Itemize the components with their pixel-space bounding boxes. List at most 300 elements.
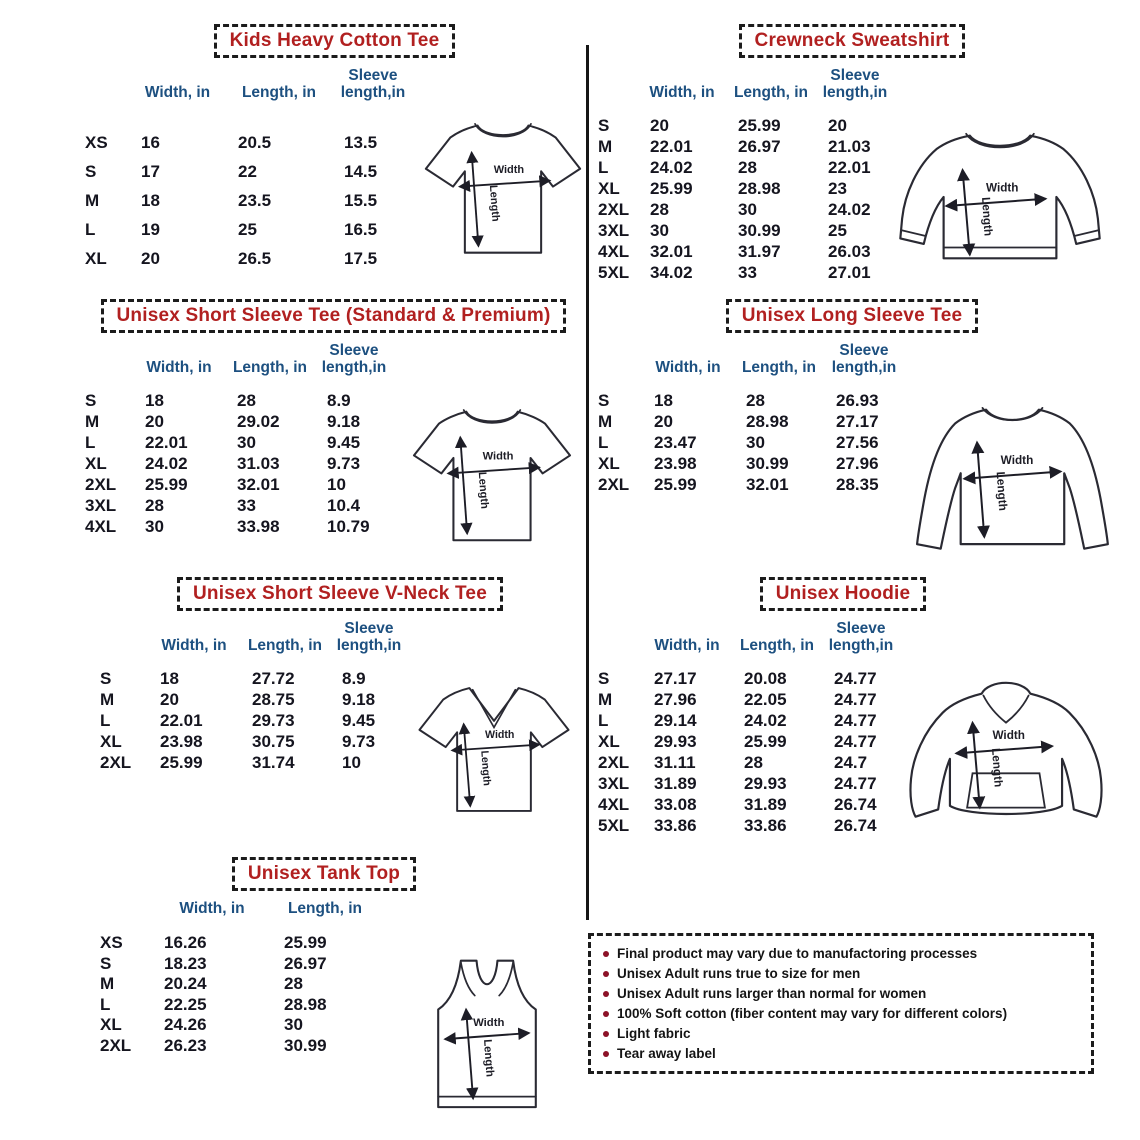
bullet-icon xyxy=(603,1051,609,1057)
width-label: Width xyxy=(482,450,514,463)
section-crewneck-sweatshirt xyxy=(598,24,1106,290)
width-value: 23.98 xyxy=(160,731,203,751)
length-value: 26.97 xyxy=(284,953,327,973)
hoodie-illustration xyxy=(902,672,1110,848)
table-header xyxy=(85,67,414,102)
width-label: Width xyxy=(992,728,1025,742)
table-row xyxy=(85,495,393,516)
length-value: 31.03 xyxy=(237,453,280,473)
sleeve-value: 17.5 xyxy=(344,248,378,268)
width-value: 28 xyxy=(650,199,669,219)
column-header-sleeve: Sleeve length,in xyxy=(340,67,406,102)
column-header-width: Width, in xyxy=(146,359,212,377)
section-title: Unisex Long Sleeve Tee xyxy=(726,299,979,333)
sleeve-value: 10 xyxy=(327,474,346,494)
width-label: Width xyxy=(1000,453,1034,468)
table-row xyxy=(598,241,894,262)
width-value: 20 xyxy=(145,411,164,431)
column-header-width: Width, in xyxy=(161,637,227,655)
size-table xyxy=(598,67,894,283)
table-row xyxy=(598,411,904,432)
column-header-sleeve: Sleeve length,in xyxy=(828,620,894,655)
length-value: 28.75 xyxy=(252,689,295,709)
width-value: 18 xyxy=(145,390,164,410)
table-header xyxy=(598,342,904,377)
size-label: S xyxy=(100,668,112,688)
width-value: 27.17 xyxy=(654,668,697,688)
sleeve-value: 9.45 xyxy=(327,432,361,452)
length-value: 30 xyxy=(746,432,765,452)
column-header-sleeve: Sleeve length,in xyxy=(336,620,402,655)
size-label: XL xyxy=(598,178,620,198)
size-label: M xyxy=(598,411,613,431)
length-label: Length xyxy=(480,1038,496,1078)
table-row xyxy=(598,432,904,453)
length-value: 24.02 xyxy=(744,710,787,730)
table-row xyxy=(100,1036,378,1057)
width-value: 22.01 xyxy=(160,710,203,730)
sleeve-value: 24.7 xyxy=(834,752,868,772)
sweatshirt-illustration xyxy=(894,123,1106,290)
width-value: 22.25 xyxy=(164,994,207,1014)
section-title: Unisex Short Sleeve Tee (Standard & Premium) xyxy=(101,299,567,333)
width-value: 26.23 xyxy=(164,1035,207,1055)
length-value: 26.97 xyxy=(738,136,781,156)
size-label: XL xyxy=(598,453,620,473)
table-row xyxy=(598,115,894,136)
table-row xyxy=(85,186,414,215)
length-value: 22.05 xyxy=(744,689,787,709)
size-label: M xyxy=(100,974,115,994)
length-value: 28 xyxy=(744,752,763,772)
width-value: 34.02 xyxy=(650,262,693,282)
table-row xyxy=(100,954,378,975)
table-body xyxy=(598,668,900,836)
column-header-length: Length, in xyxy=(733,84,809,102)
length-label: Length xyxy=(988,747,1005,788)
size-label: XL xyxy=(85,453,107,473)
sleeve-value: 9.73 xyxy=(327,453,361,473)
length-value: 25.99 xyxy=(738,115,781,135)
width-value: 16 xyxy=(141,132,160,152)
width-value: 18 xyxy=(654,390,673,410)
table-row xyxy=(598,474,904,495)
table-row xyxy=(85,128,414,157)
width-label: Width xyxy=(986,181,1019,195)
section-unisex-tank-top xyxy=(100,857,548,1122)
length-value: 28.98 xyxy=(738,178,781,198)
size-label: XL xyxy=(100,731,122,751)
note-item xyxy=(603,1006,1079,1021)
width-value: 27.96 xyxy=(654,689,697,709)
width-value: 25.99 xyxy=(654,474,697,494)
size-label: 2XL xyxy=(598,752,630,772)
size-label: S xyxy=(85,161,97,181)
section-unisex-hoodie xyxy=(598,577,1110,848)
column-header-length: Length, in xyxy=(287,900,363,917)
size-label: L xyxy=(598,432,609,452)
width-value: 32.01 xyxy=(650,241,693,261)
length-label: Length xyxy=(475,471,491,510)
sleeve-value: 14.5 xyxy=(344,161,378,181)
length-label: Length xyxy=(978,196,995,237)
sleeve-value: 24.77 xyxy=(834,710,877,730)
table-header xyxy=(100,900,378,917)
column-header-width: Width, in xyxy=(654,637,720,655)
sleeve-value: 20 xyxy=(828,115,847,135)
size-label: S xyxy=(598,115,610,135)
size-label: M xyxy=(100,689,115,709)
width-value: 25.99 xyxy=(650,178,693,198)
size-label: XL xyxy=(100,1015,122,1035)
length-value: 32.01 xyxy=(237,474,280,494)
size-label: 4XL xyxy=(598,241,630,261)
size-label: L xyxy=(85,432,96,452)
sleeve-value: 23 xyxy=(828,178,847,198)
table-row xyxy=(598,178,894,199)
length-value: 30 xyxy=(284,1015,303,1035)
width-value: 24.02 xyxy=(650,157,693,177)
sleeve-value: 8.9 xyxy=(342,668,366,688)
table-row xyxy=(598,157,894,178)
width-value: 16.26 xyxy=(164,933,207,953)
table-row xyxy=(85,215,414,244)
length-value: 32.01 xyxy=(746,474,789,494)
note-item xyxy=(603,986,1079,1001)
note-item xyxy=(603,946,1079,961)
length-value: 33.98 xyxy=(237,516,280,536)
size-table xyxy=(598,342,904,495)
length-value: 28 xyxy=(237,390,256,410)
size-label: 2XL xyxy=(598,199,630,219)
table-row xyxy=(85,390,393,411)
table-body xyxy=(85,390,393,537)
sleeve-value: 9.45 xyxy=(342,710,376,730)
column-header-sleeve: Sleeve length,in xyxy=(831,342,897,377)
sleeve-value: 21.03 xyxy=(828,136,871,156)
table-header xyxy=(598,620,900,655)
table-row xyxy=(598,773,900,794)
size-label: 3XL xyxy=(85,495,117,515)
length-value: 31.74 xyxy=(252,752,295,772)
bullet-icon xyxy=(603,991,609,997)
size-label: S xyxy=(598,390,610,410)
table-row xyxy=(85,157,414,186)
length-label: Length xyxy=(486,184,502,223)
length-value: 30.75 xyxy=(252,731,295,751)
length-value: 28 xyxy=(738,157,757,177)
table-row xyxy=(85,244,414,273)
width-value: 31.11 xyxy=(654,752,696,772)
section-title: Unisex Tank Top xyxy=(232,857,416,891)
sleeve-value: 27.17 xyxy=(836,411,879,431)
table-row xyxy=(100,995,378,1016)
sleeve-value: 9.18 xyxy=(342,689,376,709)
width-value: 20 xyxy=(160,689,179,709)
table-row xyxy=(100,933,378,954)
width-value: 18 xyxy=(160,668,179,688)
length-value: 26.5 xyxy=(238,248,272,268)
table-row xyxy=(85,474,393,495)
table-body xyxy=(85,128,414,273)
column-header-width: Width, in xyxy=(649,84,715,102)
section-unisex-long-sleeve-tee xyxy=(598,299,1126,570)
width-value: 30 xyxy=(145,516,164,536)
size-label: 4XL xyxy=(598,794,630,814)
width-value: 18.23 xyxy=(164,953,207,973)
width-value: 29.14 xyxy=(654,710,697,730)
width-value: 30 xyxy=(650,220,669,240)
size-label: 2XL xyxy=(85,474,117,494)
sleeve-value: 24.77 xyxy=(834,731,877,751)
length-value: 31.97 xyxy=(738,241,781,261)
column-header-length: Length, in xyxy=(232,359,308,377)
width-value: 20 xyxy=(654,411,673,431)
tank-top-illustration xyxy=(426,952,548,1122)
length-value: 30.99 xyxy=(284,1035,327,1055)
sleeve-value: 24.77 xyxy=(834,773,877,793)
sleeve-value: 16.5 xyxy=(344,219,378,239)
column-header-sleeve: Sleeve length,in xyxy=(822,67,888,102)
sleeve-value: 26.74 xyxy=(834,794,877,814)
size-table xyxy=(100,900,378,1056)
size-label: M xyxy=(598,136,613,156)
width-value: 28 xyxy=(145,495,164,515)
size-label: 5XL xyxy=(598,815,630,835)
width-label: Width xyxy=(485,729,515,742)
column-header-length: Length, in xyxy=(739,637,815,655)
length-value: 27.72 xyxy=(252,668,295,688)
sleeve-value: 9.73 xyxy=(342,731,376,751)
column-header-length: Length, in xyxy=(247,637,323,655)
note-text: Light fabric xyxy=(617,1026,691,1041)
column-header-sleeve: Sleeve length,in xyxy=(321,342,387,377)
table-row xyxy=(85,516,393,537)
width-value: 29.93 xyxy=(654,731,697,751)
v-neck-tee-illustration xyxy=(408,675,580,827)
section-title: Kids Heavy Cotton Tee xyxy=(214,24,456,58)
length-value: 25.99 xyxy=(284,933,327,953)
width-value: 25.99 xyxy=(160,752,203,772)
section-unisex-short-sleeve-v-neck-tee xyxy=(100,577,580,827)
size-table xyxy=(85,67,414,273)
length-value: 25.99 xyxy=(744,731,787,751)
size-table xyxy=(100,620,408,773)
width-value: 24.02 xyxy=(145,453,188,473)
section-kids-heavy-cotton-tee xyxy=(85,24,584,273)
sleeve-value: 27.01 xyxy=(828,262,871,282)
table-row xyxy=(100,731,408,752)
length-value: 33.86 xyxy=(744,815,787,835)
bullet-icon xyxy=(603,1011,609,1017)
size-label: M xyxy=(598,689,613,709)
table-row xyxy=(598,453,904,474)
column-header-width: Width, in xyxy=(655,359,721,377)
table-row xyxy=(598,794,900,815)
length-value: 30 xyxy=(738,199,757,219)
note-text: Unisex Adult runs true to size for men xyxy=(617,966,861,981)
length-value: 33 xyxy=(237,495,256,515)
section-unisex-short-sleeve-tee xyxy=(85,299,582,557)
sleeve-value: 24.77 xyxy=(834,689,877,709)
width-value: 19 xyxy=(141,219,160,239)
table-row xyxy=(100,752,408,773)
table-row xyxy=(85,432,393,453)
length-value: 30.99 xyxy=(738,220,781,240)
section-title: Unisex Short Sleeve V-Neck Tee xyxy=(177,577,503,611)
table-row xyxy=(100,974,378,995)
note-text: Final product may vary due to manufactoring processes xyxy=(617,946,978,961)
sleeve-value: 26.03 xyxy=(828,241,871,261)
sleeve-value: 27.96 xyxy=(836,453,879,473)
size-label: 4XL xyxy=(85,516,117,536)
width-value: 18 xyxy=(141,190,160,210)
size-label: S xyxy=(85,390,97,410)
size-table xyxy=(598,620,900,836)
table-row xyxy=(598,390,904,411)
length-label: Length xyxy=(478,750,493,787)
length-value: 25 xyxy=(238,219,257,239)
sleeve-value: 26.93 xyxy=(836,390,879,410)
table-row xyxy=(598,689,900,710)
width-value: 20.24 xyxy=(164,974,207,994)
size-label: M xyxy=(85,411,100,431)
table-row xyxy=(85,411,393,432)
size-label: 5XL xyxy=(598,262,630,282)
size-label: L xyxy=(598,157,609,177)
size-label: L xyxy=(598,710,609,730)
sleeve-value: 24.02 xyxy=(828,199,871,219)
table-row xyxy=(598,262,894,283)
size-label: XS xyxy=(100,933,123,953)
size-label: 2XL xyxy=(100,752,132,772)
width-value: 33.86 xyxy=(654,815,697,835)
bullet-icon xyxy=(603,951,609,957)
note-item xyxy=(603,966,1079,981)
size-table xyxy=(85,342,393,537)
width-value: 31.89 xyxy=(654,773,697,793)
table-header xyxy=(85,342,393,377)
table-row xyxy=(598,731,900,752)
bullet-icon xyxy=(603,1031,609,1037)
width-value: 33.08 xyxy=(654,794,697,814)
length-value: 28 xyxy=(284,974,303,994)
table-header xyxy=(598,67,894,102)
sleeve-value: 27.56 xyxy=(836,432,879,452)
length-value: 23.5 xyxy=(238,190,272,210)
note-text: Tear away label xyxy=(617,1046,716,1061)
length-label: Length xyxy=(993,471,1011,512)
note-text: Unisex Adult runs larger than normal for women xyxy=(617,986,927,1001)
size-label: S xyxy=(598,668,610,688)
table-row xyxy=(598,220,894,241)
table-row xyxy=(85,453,393,474)
width-value: 22.01 xyxy=(650,136,693,156)
width-value: 23.98 xyxy=(654,453,697,473)
width-value: 20 xyxy=(650,115,669,135)
size-label: 2XL xyxy=(100,1035,132,1055)
column-header-width: Width, in xyxy=(144,84,211,102)
table-row xyxy=(598,710,900,731)
bullet-icon xyxy=(603,971,609,977)
width-value: 24.26 xyxy=(164,1015,207,1035)
length-value: 33 xyxy=(738,262,757,282)
size-label: 3XL xyxy=(598,773,630,793)
table-row xyxy=(598,136,894,157)
sleeve-value: 10.4 xyxy=(327,495,361,515)
kids-tee-illustration xyxy=(414,112,592,269)
sleeve-value: 26.74 xyxy=(834,815,877,835)
width-value: 22.01 xyxy=(145,432,188,452)
length-value: 31.89 xyxy=(744,794,787,814)
size-label: M xyxy=(85,190,100,210)
sleeve-value: 8.9 xyxy=(327,390,351,410)
table-body xyxy=(598,115,894,283)
size-label: S xyxy=(100,953,112,973)
length-value: 29.73 xyxy=(252,710,295,730)
length-value: 22 xyxy=(238,161,257,181)
size-label: 2XL xyxy=(598,474,630,494)
length-value: 28.98 xyxy=(746,411,789,431)
size-label: 3XL xyxy=(598,220,630,240)
sleeve-value: 10.79 xyxy=(327,516,370,536)
size-label: L xyxy=(85,219,96,239)
size-label: L xyxy=(100,994,111,1014)
table-body xyxy=(100,668,408,773)
width-value: 17 xyxy=(141,161,160,181)
section-title: Unisex Hoodie xyxy=(760,577,927,611)
sleeve-value: 9.18 xyxy=(327,411,361,431)
sleeve-value: 22.01 xyxy=(828,157,871,177)
table-row xyxy=(100,689,408,710)
width-label: Width xyxy=(473,1017,505,1030)
table-row xyxy=(100,668,408,689)
sleeve-value: 28.35 xyxy=(836,474,879,494)
length-value: 28 xyxy=(746,390,765,410)
length-value: 20.08 xyxy=(744,668,787,688)
table-row xyxy=(598,815,900,836)
size-label: XL xyxy=(598,731,620,751)
long-sleeve-tee-illustration xyxy=(908,397,1126,570)
size-label: XS xyxy=(85,132,108,152)
sleeve-value: 15.5 xyxy=(344,190,378,210)
length-value: 28.98 xyxy=(284,994,327,1014)
column-header-length: Length, in xyxy=(741,359,817,377)
length-value: 20.5 xyxy=(238,132,272,152)
note-item xyxy=(603,1046,1079,1061)
sleeve-value: 13.5 xyxy=(344,132,378,152)
length-value: 30 xyxy=(237,432,256,452)
column-header-width: Width, in xyxy=(179,900,245,917)
table-row xyxy=(598,752,900,773)
length-value: 30.99 xyxy=(746,453,789,473)
sleeve-value: 24.77 xyxy=(834,668,877,688)
length-value: 29.93 xyxy=(744,773,787,793)
section-title: Crewneck Sweatshirt xyxy=(739,24,966,58)
width-value: 20 xyxy=(141,248,160,268)
size-label: L xyxy=(100,710,111,730)
table-row xyxy=(100,710,408,731)
column-header-length: Length, in xyxy=(241,84,317,102)
table-row xyxy=(598,668,900,689)
width-value: 23.47 xyxy=(654,432,697,452)
width-label: Width xyxy=(493,164,525,177)
sleeve-value: 10 xyxy=(342,752,361,772)
notes-box xyxy=(588,933,1094,1074)
length-value: 29.02 xyxy=(237,411,280,431)
table-row xyxy=(598,199,894,220)
table-body xyxy=(598,390,904,495)
